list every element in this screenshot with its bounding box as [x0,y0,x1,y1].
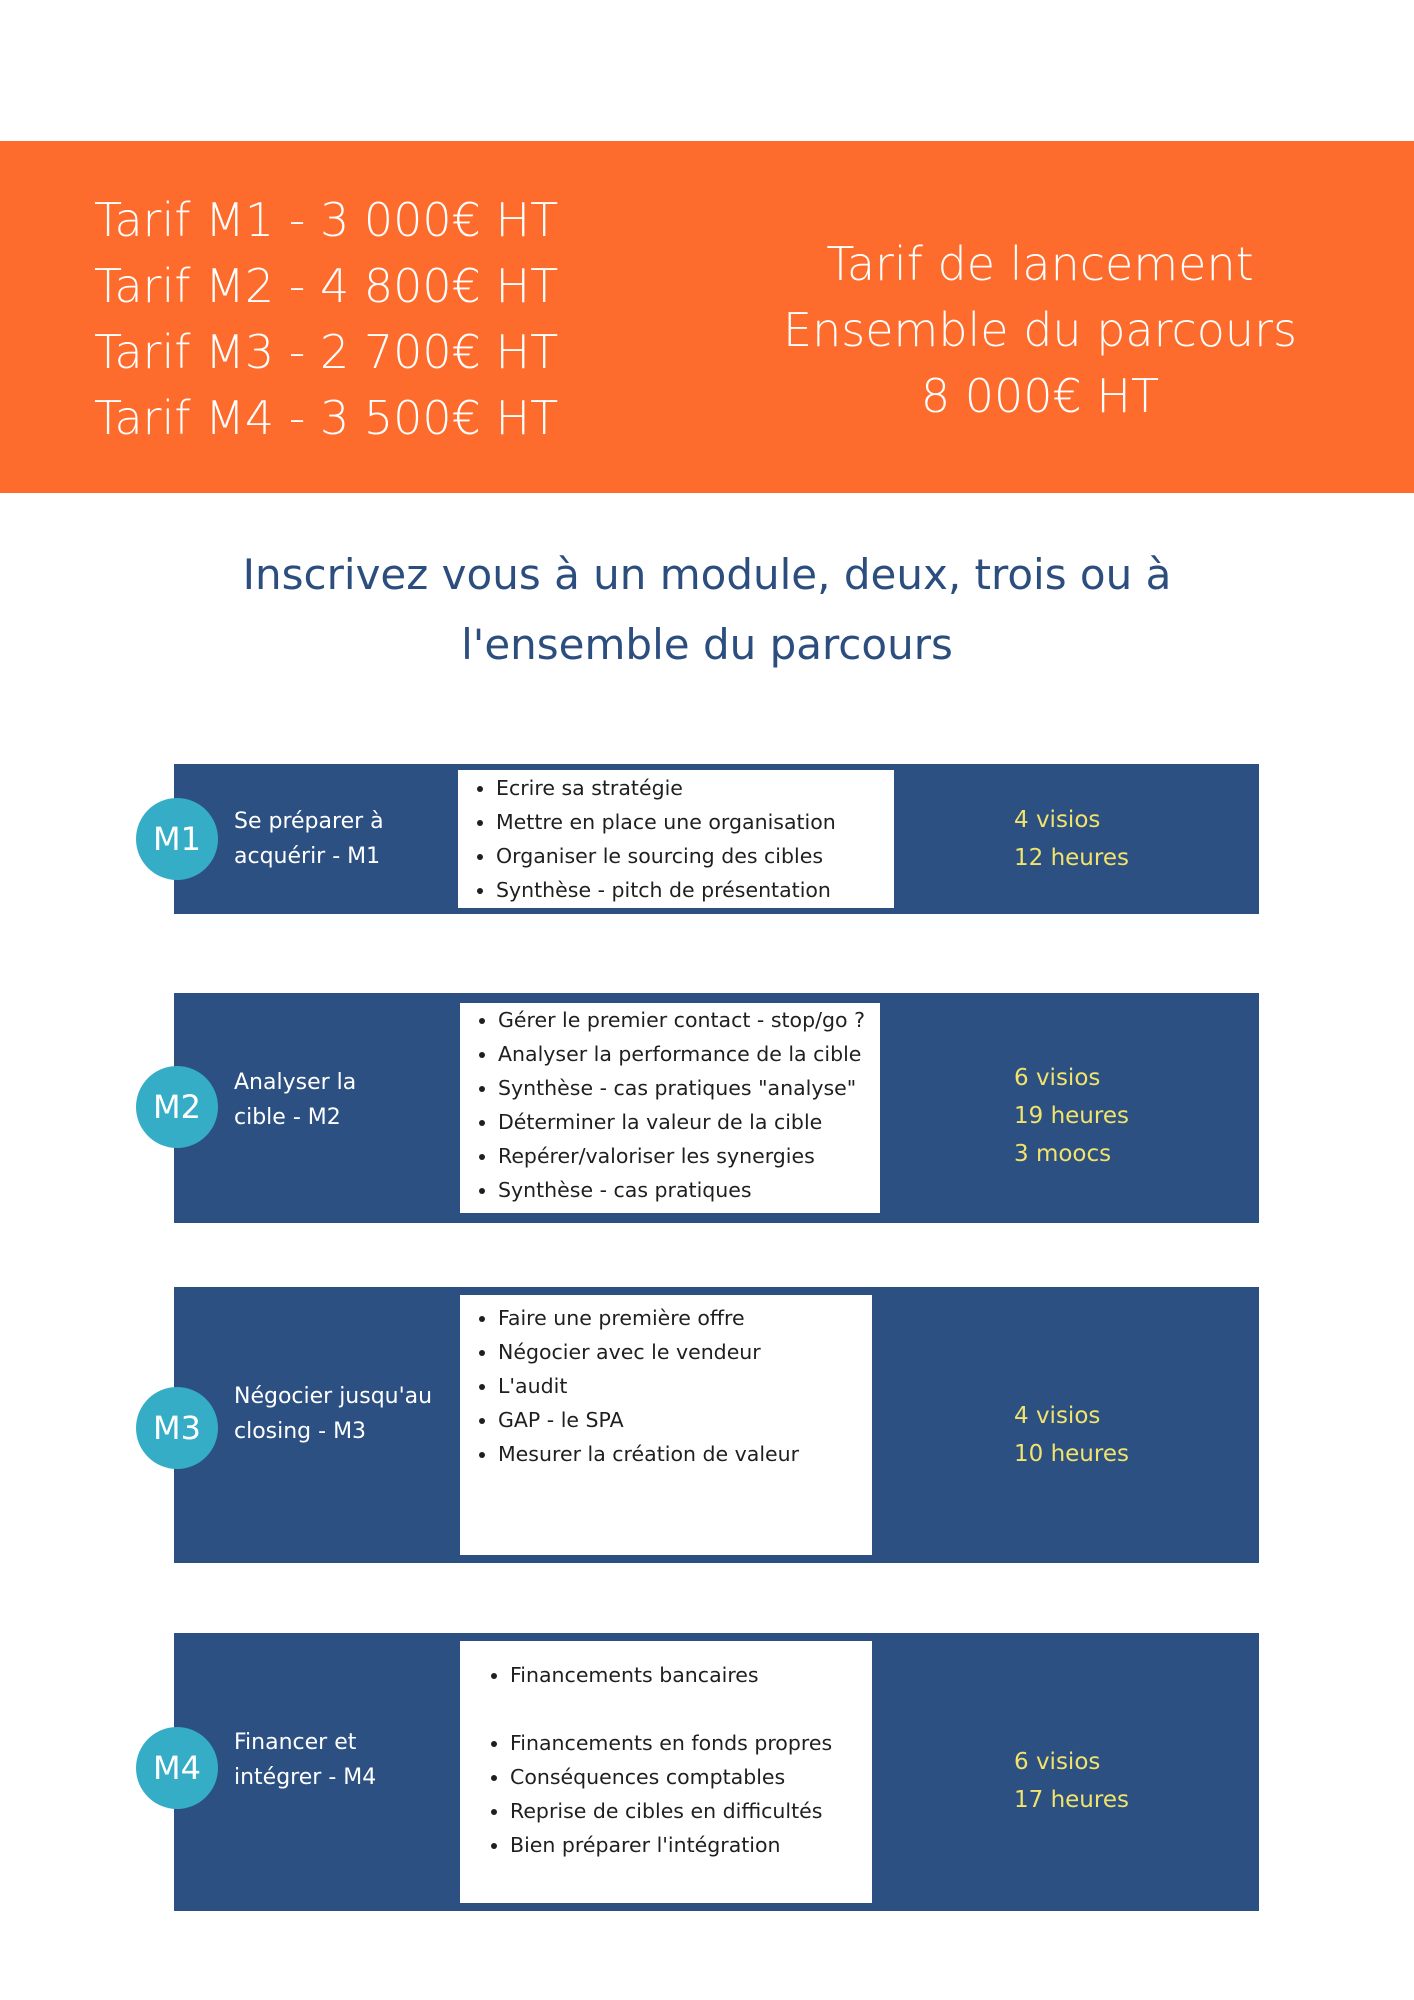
list-item: • Conséquences comptables [510,1760,872,1794]
module-topics-m4 [460,1641,872,1903]
module-m1 [153,764,1259,914]
list-item: • Faire une première offre [498,1301,872,1335]
module-stats-m4: 6 visios 17 heures [1014,1749,1129,1813]
list-item: • Reprise de cibles en difficultés [510,1794,872,1828]
list-item: • Mesurer la création de valeur [498,1437,872,1471]
list-item: • Ecrire sa stratégie [496,771,894,805]
module-topics-m1 [458,770,894,908]
module-topics-m2 [460,1003,880,1213]
list-item: • Gérer le premier contact - stop/go ? [498,1003,880,1037]
subtitle-line-2: l'ensemble du parcours [461,620,953,669]
list-item: • L'audit [498,1369,872,1403]
enrollment-subtitle [160,540,1254,680]
module-topics-m3 [460,1295,872,1555]
module-title-m4: Financer et intégrer - M4 [234,1730,377,1790]
list-item: • Synthèse - cas pratiques "analyse" [498,1071,880,1105]
list-item: • GAP - le SPA [498,1403,872,1437]
module-badge-m3: M3 [136,1387,218,1469]
list-item: • Synthèse - pitch de présentation [496,873,894,907]
list-item: • Analyser la performance de la cible [498,1037,880,1071]
module-stats-m1: 4 visios 12 heures [1014,807,1129,871]
pricing-banner [0,141,1414,493]
list-item: • Négocier avec le vendeur [498,1335,872,1369]
module-badge-m1: M1 [136,798,218,880]
launch-price-label: Tarif de lancement [826,237,1254,291]
module-badge-m4: M4 [136,1727,218,1809]
subtitle-line-1: Inscrivez vous à un module, deux, trois ou à [242,550,1172,599]
price-m1: Tarif M1 - 3 000€ HT [94,193,559,247]
module-title-m3: Négocier jusqu'au closing - M3 [234,1384,433,1444]
list-item: • Synthèse - cas pratiques [498,1173,880,1207]
module-title-m1: Se préparer à acquérir - M1 [234,809,384,869]
list-item: • Bien préparer l'intégration [510,1828,872,1862]
module-stats-m2: 6 visios 19 heures 3 moocs [1014,1065,1129,1167]
module-m3 [153,1287,1259,1563]
list-item: • Financements en fonds propres [510,1726,872,1760]
price-m2: Tarif M2 - 4 800€ HT [94,259,559,313]
launch-price-scope: Ensemble du parcours [783,303,1297,357]
launch-price-amount: 8 000€ HT [920,369,1160,423]
list-item: • Financements bancaires [510,1658,872,1692]
module-m4 [153,1633,1259,1911]
list-item: • Déterminer la valeur de la cible [498,1105,880,1139]
module-m2 [153,993,1259,1223]
launch-price [760,231,1320,429]
module-prices [94,187,558,451]
list-item: • Repérer/valoriser les synergies [498,1139,880,1173]
module-title-m2: Analyser la cible - M2 [234,1070,357,1130]
price-m4: Tarif M4 - 3 500€ HT [94,391,559,445]
module-stats-m3: 4 visios 10 heures [1014,1403,1129,1467]
price-m3: Tarif M3 - 2 700€ HT [94,325,559,379]
list-item: • Mettre en place une organisation [496,805,894,839]
module-badge-m2: M2 [136,1066,218,1148]
list-item: • Organiser le sourcing des cibles [496,839,894,873]
